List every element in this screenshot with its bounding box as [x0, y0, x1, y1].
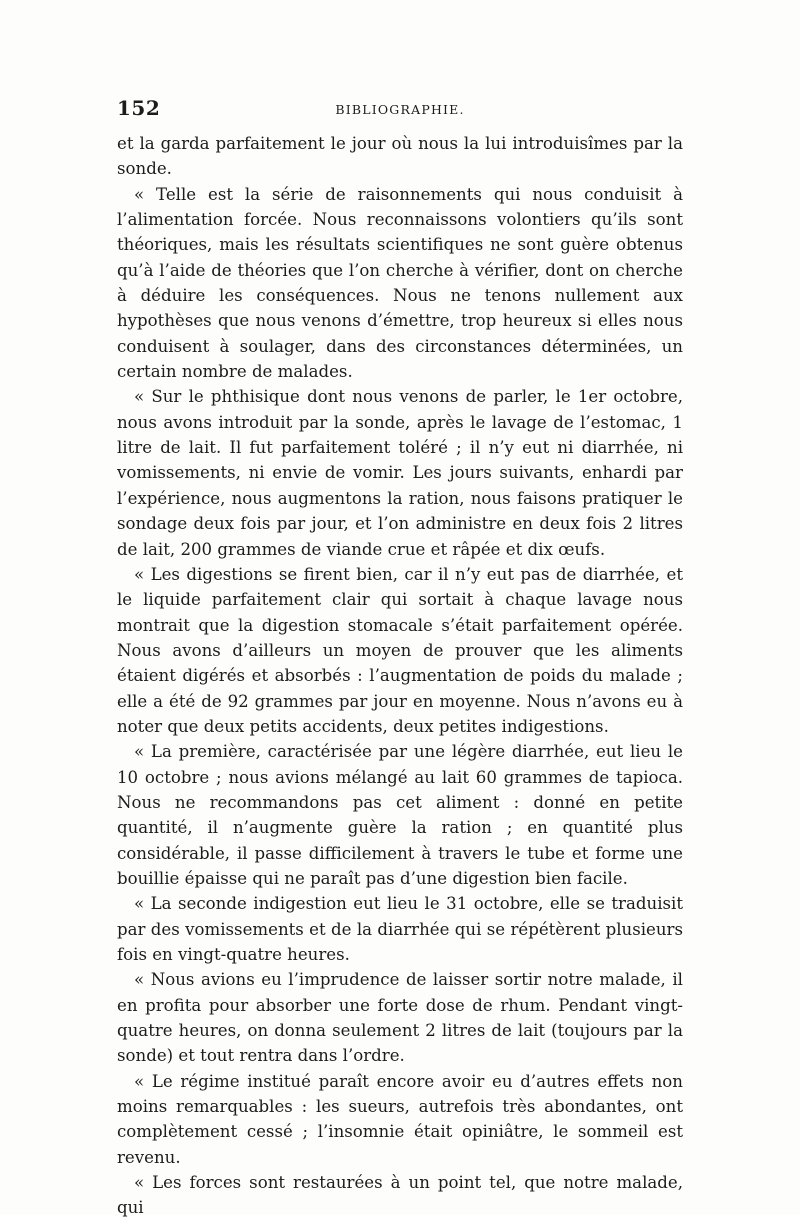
running-head: BIBLIOGRAPHIE.	[335, 102, 465, 117]
body-text	[117, 131, 683, 1221]
paragraph: « Nous avions eu l’imprudence de laisser sortir notre malade, il en profita pour absorber une forte dose de rhum. Pendant vingt-quatre heures, on donna seulement 2 litres de lait (toujours par la sonde) et tout rentra dans l’ordre.	[117, 970, 683, 1066]
paragraph: et la garda parfaitement le jour où nous la lui introduisîmes par la sonde.	[117, 134, 683, 179]
paragraph: « La seconde indigestion eut lieu le 31 octobre, elle se traduisit par des vomissements et de la diarrhée qui se répétèrent plusieurs fois en vingt-quatre heures.	[117, 894, 683, 964]
paragraph: « Les digestions se firent bien, car il n’y eut pas de diarrhée, et le liquide parfaitement clair qui sortait à chaque lavage nous montrait que la digestion stomacale s’était parfaitement opérée. Nous avons d’ailleurs un moyen de prouver que les aliments étaient digérés et absorbés : l’augmentation de poids du malade ; elle a été de 92 grammes par jour en moyenne. Nous n’avons eu à noter que deux petits accidents, deux petites indigestions.	[117, 564, 683, 736]
page-number: 152	[117, 96, 161, 120]
page-header	[117, 96, 683, 126]
paragraph: « Sur le phthisique dont nous venons de parler, le 1er octobre, nous avons introduit par la sonde, après le lavage de l’estomac, 1 litre de lait. Il fut parfaitement toléré ; il n’y eut ni diarrhée, ni vomissements, ni envie de vomir. Les jours suivants, enhardi par l’expérience, nous augmentons la ration, nous faisons pratiquer le sondage deux fois par jour, et l’on administre en deux fois 2 litres de lait, 200 grammes de viande crue et râpée et dix œufs.	[117, 387, 683, 559]
paragraph: « La première, caractérisée par une légère diarrhée, eut lieu le 10 octobre ; nous avions mélangé au lait 60 grammes de tapioca. Nous ne recommandons pas cet aliment : donné en petite quantité, il n’augmente guère la ration ; en quantité plus considérable, il passe difficilement à travers le tube et forme une bouillie épaisse qui ne paraît pas d’une digestion bien facile.	[117, 742, 683, 888]
paragraph: « Le régime institué paraît encore avoir eu d’autres effets non moins remarquables : les sueurs, autrefois très abondantes, ont complètement cessé ; l’insomnie était opiniâtre, le sommeil est revenu.	[117, 1071, 683, 1167]
paragraph: « Telle est la série de raisonnements qui nous conduisit à l’alimentation forcée. Nous reconnaissons volontiers qu’ils sont théoriques, mais les résultats scientifiques ne sont guère obtenus qu’à l’aide de théories que l’on cherche à vérifier, dont on cherche à déduire les conséquences. Nous ne tenons nullement aux hypothèses que nous venons d’émettre, trop heureux si elles nous conduisent à soulager, dans des circonstances déterminées, un certain nombre de malades.	[117, 184, 683, 382]
paragraph: « Les forces sont restaurées à un point tel, que notre malade, qui	[117, 1173, 683, 1218]
